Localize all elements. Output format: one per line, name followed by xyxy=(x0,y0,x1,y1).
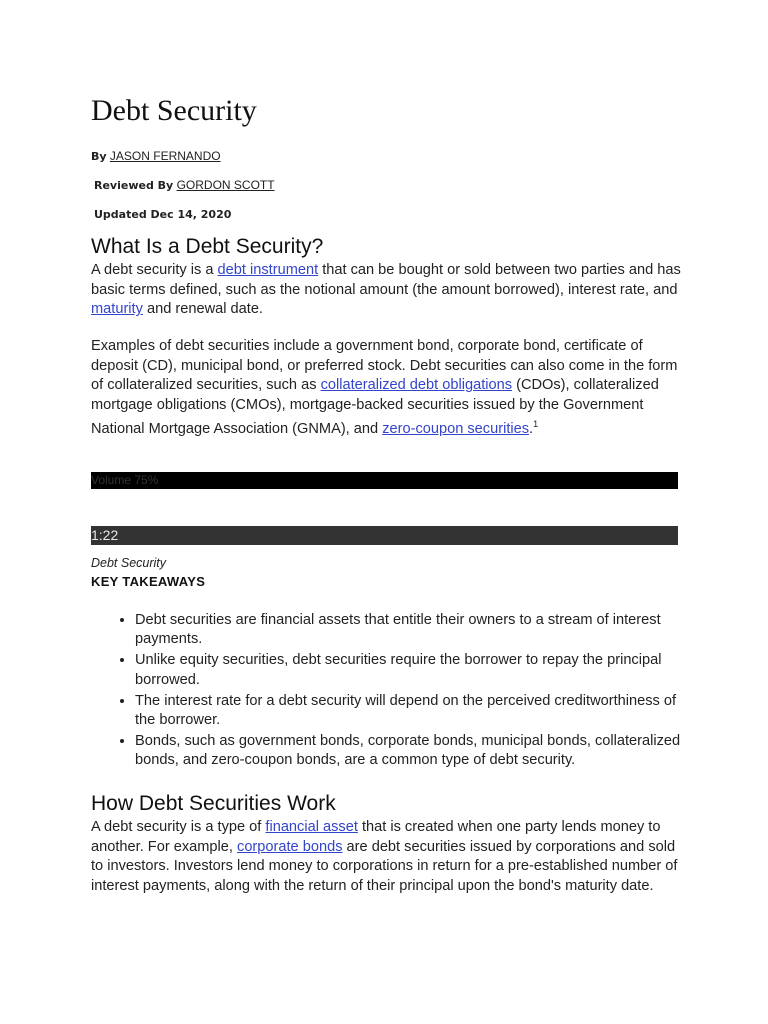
reviewed-by xyxy=(94,177,275,194)
video-volume-bar[interactable] xyxy=(91,472,678,489)
link-zero-coupon-securities[interactable]: zero-coupon securities xyxy=(382,421,530,438)
updated-date xyxy=(94,206,231,223)
paragraph-how-it-works xyxy=(91,818,681,896)
video-caption: Debt Security xyxy=(91,556,167,570)
section-heading-how-it-works: How Debt Securities Work xyxy=(91,792,336,815)
text: Examples of debt securities include a government bond, corporate bond, certificate of deposit (CD), municipal bond, or preferred stock. Debt securities can also come in the form of collateralized securities, such as xyxy=(91,338,678,394)
page-title: Debt Security xyxy=(91,94,257,127)
text: (CDOs), collateralized mortgage obligations (CMOs), mortgage-backed securities issued by the Government National Mortgage Association (GNMA), and xyxy=(91,377,659,438)
text: and renewal date. xyxy=(142,301,263,318)
link-maturity[interactable]: maturity xyxy=(91,301,143,318)
volume-label: Volume 75% xyxy=(91,473,159,487)
updated-text: Updated Dec 14, 2020 xyxy=(94,208,232,221)
video-time: 1:22 xyxy=(91,527,119,543)
section-heading-what-is: What Is a Debt Security? xyxy=(91,235,324,258)
video-time-bar[interactable] xyxy=(91,526,678,545)
list-item: • The interest rate for a debt security will depend on the perceived creditworthiness of the borrower. xyxy=(135,692,695,731)
byline-prefix: By xyxy=(91,150,107,163)
text: that can be bought or sold between two parties and has basic terms defined, such as the notional amount (the amount borrowed), interest rate, and xyxy=(91,262,681,298)
list-item: • Bonds, such as government bonds, corporate bonds, municipal bonds, collateralized bonds, and zero-coupon bonds, are a common type of debt security. xyxy=(135,732,695,771)
key-takeaways-list xyxy=(115,611,695,772)
link-debt-instrument[interactable]: debt instrument xyxy=(217,262,319,278)
link-financial-asset[interactable]: financial asset xyxy=(265,819,358,835)
author-link[interactable]: JASON FERNANDO xyxy=(109,149,221,163)
byline xyxy=(91,148,221,165)
link-collateralized-debt-obligations[interactable]: collateralized debt obligations xyxy=(320,377,513,394)
text: A debt security is a type of xyxy=(91,819,266,835)
link-corporate-bonds[interactable]: corporate bonds xyxy=(237,838,343,855)
reviewer-link[interactable]: GORDON SCOTT xyxy=(176,178,275,192)
key-takeaways-heading: KEY TAKEAWAYS xyxy=(91,574,206,589)
footnote-marker[interactable]: 1 xyxy=(533,419,539,430)
paragraph-examples xyxy=(91,337,681,440)
paragraph-definition xyxy=(91,261,681,320)
reviewed-prefix: Reviewed By xyxy=(94,179,174,192)
text: that is created when one party lends money to another. For example, xyxy=(91,819,661,855)
list-item: • Debt securities are financial assets that entitle their owners to a stream of interest payments. xyxy=(135,611,695,650)
text: are debt securities issued by corporations and sold to investors. Investors lend money to corporations in return for a pre-established number of interest payments, along with the return of their principal upon the bond's maturity date. xyxy=(91,838,678,894)
list-item: • Unlike equity securities, debt securities require the borrower to repay the principal borrowed. xyxy=(135,651,695,690)
text: . xyxy=(529,421,534,438)
text: A debt security is a xyxy=(91,262,218,278)
